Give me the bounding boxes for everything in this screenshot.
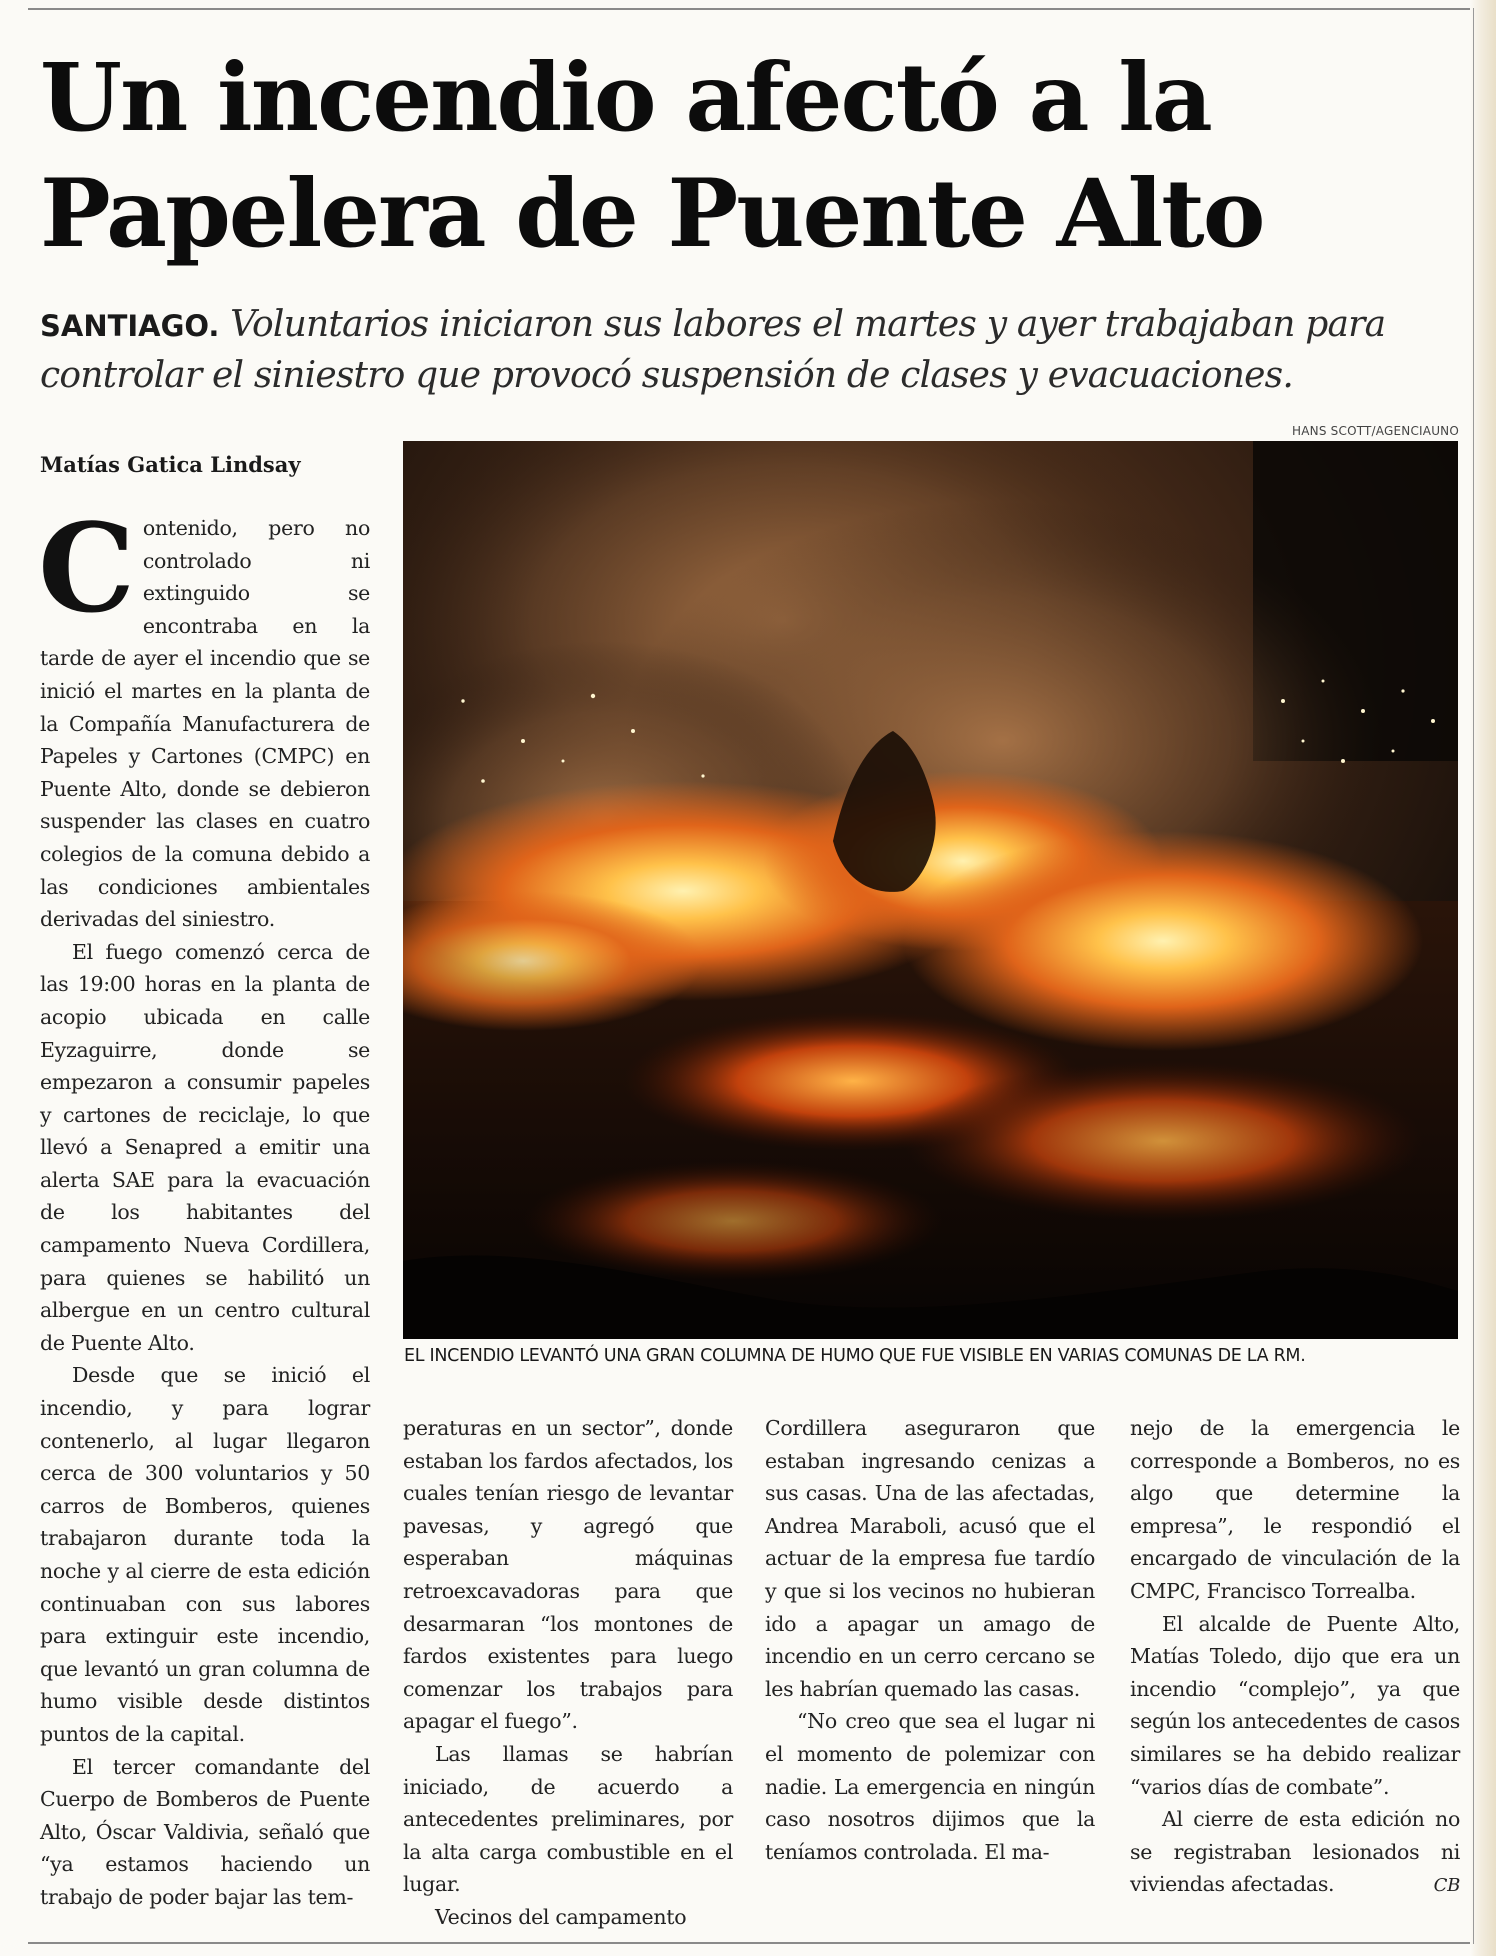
paragraph-11: El alcalde de Puente Alto, Matías Toledo, dijo que era un incendio “complejo”, ya que según los antecedentes de casos similares se ha debido realizar “varios días de combate”. — [1130, 1611, 1460, 1799]
fire-photo-illustration — [403, 441, 1458, 1339]
column-3 — [765, 1412, 1095, 1868]
paragraph-12-text: Al cierre de esta edición no se registraban lesionados ni viviendas afectadas. — [1130, 1807, 1460, 1897]
deck-text: Voluntarios iniciaron sus labores el martes y ayer trabajaban para controlar el siniestro que provocó suspensión de clases y evacuaciones. — [40, 304, 1386, 396]
fire-front-right — [903, 831, 1423, 1051]
paragraph-2: El fuego comenzó cerca de las 19:00 horas en la planta de acopio ubicada en calle Eyzaguirre, donde se empezaron a consumir papeles y cartones de reciclaje, lo que llevó a Senapred a emitir una alerta SAE para la evacuación de los habitantes del campamento Nueva Cordillera, para quienes se habilitó un albergue en un centro cultural de Puente Alto. — [40, 939, 370, 1355]
paragraph-9: “No creo que sea el lugar ni el momento de polemizar con nadie. La emergencia en ningún caso nosotros dijimos que la teníamos controlada. El ma- — [765, 1709, 1095, 1864]
embers-bottom — [523, 1161, 943, 1281]
deck — [40, 300, 1460, 401]
photo-credit: HANS SCOTT/AGENCIAUNO — [1292, 424, 1459, 438]
headline-line-2: Papelera de Puente Alto — [40, 159, 1264, 269]
headline — [40, 40, 1460, 272]
paragraph-10: nejo de la emergencia le corresponde a Bomberos, no es algo que determine la empresa”, le respondió el encargado de vinculación de la CMPC, Francisco Torrealba. — [1130, 1416, 1460, 1603]
paragraph-8: Cordillera aseguraron que estaban ingresando cenizas a sus casas. Una de las afectadas, Andrea Maraboli, acusó que el actuar de la empresa fue tardío y que si los vecinos no hubieran ido a apagar un amago de incendio en un cerro cercano se les habrían quemado las casas. — [765, 1416, 1095, 1701]
end-of-article-mark: CB — [1433, 1875, 1460, 1897]
drop-cap: C — [38, 496, 135, 640]
paragraph-3: Desde que se inició el incendio, y para lograr contenerlo, al lugar llegaron cerca de 300 voluntarios y 50 carros de Bomberos, quienes trabajaron durante toda la noche y al cierre de esta edición continuaban con sus labores para extinguir este incendio, que levantó un gran columna de humo visible desde distintos puntos de la capital. — [40, 1363, 370, 1746]
byline: Matías Gatica Lindsay — [40, 452, 301, 477]
paragraph-12 — [1130, 1803, 1460, 1901]
paragraph-6: Las llamas se habrían iniciado, de acuerdo a antecedentes preliminares, por la alta carga combustible en el lugar. — [403, 1741, 733, 1897]
bottom-rule — [28, 1942, 1470, 1944]
photo-caption: EL INCENDIO LEVANTÓ UNA GRAN COLUMNA DE HUMO QUE FUE VISIBLE EN VARIAS COMUNAS DE LA RM. — [404, 1346, 1306, 1366]
embers-lower-right — [903, 1061, 1423, 1221]
headline-line-1: Un incendio afectó a la — [40, 43, 1211, 153]
column-edge-rule — [1473, 8, 1474, 1944]
paragraph-7: Vecinos del campamento — [435, 1904, 687, 1929]
deck-location: SANTIAGO. — [40, 309, 220, 343]
column-4 — [1130, 1412, 1460, 1903]
column-1 — [38, 496, 370, 1914]
paragraph-1: ontenido, pero no controlado ni extinguido se encontraba en la tarde de ayer el incendio que se inició el martes en la planta de la Compañía Manufacturera de Papeles y Cartones (CMPC) en Puente Alto, donde se debieron suspender las clases en cuatro colegios de la comuna debido a las condiciones ambientales derivadas del siniestro. — [40, 516, 370, 932]
paragraph-5: peraturas en un sector”, donde estaban los fardos afectados, los cuales tenían riesgo de levantar pavesas, y agregó que esperaban máquinas retroexcavadoras para que desarmaran “los montones de fardos existentes para luego comenzar los trabajos para apagar el fuego”. — [403, 1416, 733, 1734]
fire-photo — [403, 441, 1458, 1339]
top-rule — [28, 8, 1470, 10]
column-2 — [403, 1412, 733, 1934]
paragraph-4: El tercer comandante del Cuerpo de Bomberos de Puente Alto, Óscar Valdivia, señaló que “ya estamos haciendo un trabajo de poder bajar las tem- — [40, 1754, 370, 1909]
